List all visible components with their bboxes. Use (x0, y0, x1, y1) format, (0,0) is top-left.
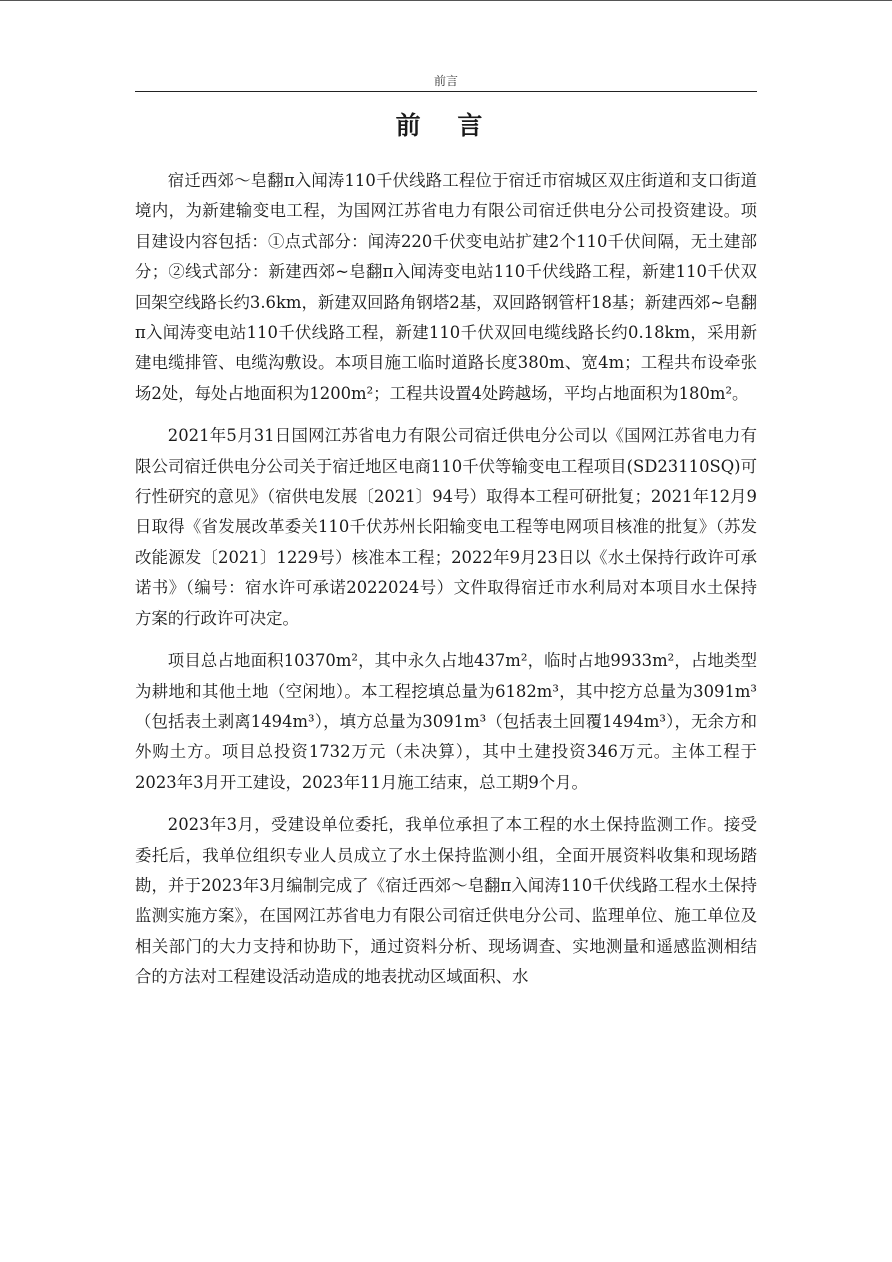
paragraph-land-and-earthwork: 项目总占地面积10370m²，其中永久占地437m²，临时占地9933m²，占地类型为耕地和其他土地（空闲地）。本工程挖填总量为6182m³，其中挖方总量为3091m³（包括表土剥离1494m³），填方总量为3091m³（包括表土回覆1494m³），无余方和外购土方。项目总投资1732万元（未决算），其中土建投资346万元。主体工程于2023年3月开工建设，2023年11月施工结束，总工期9个月。 (135, 651, 757, 792)
running-header: 前言 (433, 74, 458, 88)
page-title: 前 言 (395, 111, 497, 140)
paragraph-project-overview: 宿迁西郊～皂翻π入闻涛110千伏线路工程位于宿迁市宿城区双庄街道和支口街道境内，为新建输变电工程，为国网江苏省电力有限公司宿迁供电分公司投资建设。项目建设内容包括：①点式部分：闻涛220千伏变电站扩建2个110千伏间隔，无土建部分；②线式部分：新建西郊~皂翻π入闻涛变电站110千伏线路工程，新建110千伏双回架空线路长约3.6km，新建双回路角钢塔2基，双回路钢管杆18基；新建西郊~皂翻π入闻涛变电站110千伏线路工程，新建110千伏双回电缆线路长约0.18km，采用新建电缆排管、电缆沟敷设。本项目施工临时道路长度380m、宽4m；工程共布设牵张场2处，每处占地面积为1200m²；工程共设置4处跨越场，平均占地面积为180m²。 (135, 171, 757, 403)
page-top-border (0, 0, 892, 1)
paragraph-monitoring-work: 2023年3月，受建设单位委托，我单位承担了本工程的水土保持监测工作。接受委托后，我单位组织专业人员成立了水土保持监测小组，全面开展资料收集和现场踏勘，并于2023年3月编制完成了《宿迁西郊～皂翻π入闻涛110千伏线路工程水土保持监测实施方案》，在国网江苏省电力有限公司宿迁供电分公司、监理单位、施工单位及相关部门的大力支持和协助下，通过资料分析、现场调查、实地测量和遥感监测相结合的方法对工程建设活动造成的地表扰动区域面积、水 (135, 815, 757, 987)
paragraph-approvals: 2021年5月31日国网江苏省电力有限公司宿迁供电分公司以《国网江苏省电力有限公司宿迁供电分公司关于宿迁地区电商110千伏等输变电工程项目(SD23110SQ)可行性研究的意见》（宿供电发展〔2021〕94号）取得本工程可研批复；2021年12月9日取得《省发展改革委关110千伏苏州长阳输变电工程等电网项目核准的批复》（苏发改能源发〔2021〕1229号）核准本工程；2022年9月23日以《水土保持行政许可承诺书》（编号：宿水许可承诺2022024号）文件取得宿迁市水利局对本项目水土保持方案的行政许可决定。 (135, 426, 757, 628)
header-rule (135, 91, 757, 92)
body-text (135, 166, 757, 1005)
